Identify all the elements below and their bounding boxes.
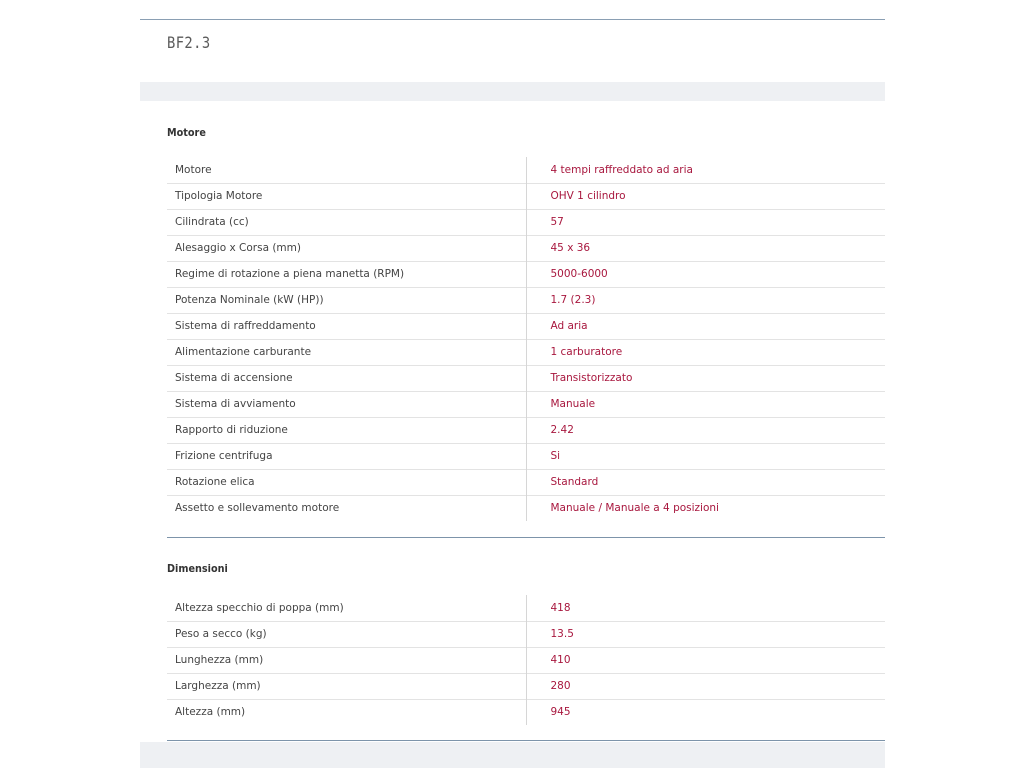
spec-label: Tipologia Motore xyxy=(167,183,526,209)
spec-value: Si xyxy=(550,450,561,462)
spec-value: Standard xyxy=(550,476,599,488)
spec-value: 280 xyxy=(550,680,571,692)
spec-label: Cilindrata (cc) xyxy=(167,209,526,235)
spec-value: 945 xyxy=(550,706,571,719)
table-row xyxy=(167,313,885,339)
spec-value: 45 x 36 xyxy=(550,242,591,254)
spec-label: Alimentazione carburante xyxy=(167,339,526,365)
spec-label: Assetto e sollevamento motore xyxy=(167,495,526,521)
spec-value: Manuale xyxy=(550,398,596,410)
table-row xyxy=(167,391,885,417)
spec-label: Potenza Nominale (kW (HP)) xyxy=(167,287,526,313)
spec-value: 418 xyxy=(550,601,571,614)
section-title-dimensions: Dimensioni xyxy=(167,562,228,575)
table-row xyxy=(167,157,885,183)
table-row xyxy=(167,261,885,287)
spec-label: Sistema di avviamento xyxy=(167,391,526,417)
table-row xyxy=(167,673,885,699)
spec-value: 2.42 xyxy=(550,424,574,436)
product-title: BF2.3 xyxy=(167,33,211,52)
spec-label: Frizione centrifuga xyxy=(167,443,526,469)
section-title-engine: Motore xyxy=(167,126,206,139)
footer-band xyxy=(140,742,885,768)
spec-value: 13.5 xyxy=(550,628,574,640)
table-row xyxy=(167,235,885,261)
spec-label: Sistema di raffreddamento xyxy=(167,313,526,339)
spec-label: Regime di rotazione a piena manetta (RPM) xyxy=(167,261,526,287)
table-row xyxy=(167,287,885,313)
spec-value: OHV 1 cilindro xyxy=(550,190,626,202)
section-divider xyxy=(167,740,885,741)
spec-label: Rotazione elica xyxy=(167,469,526,495)
dimensions-spec-table xyxy=(167,595,885,725)
spec-label: Motore xyxy=(167,157,526,183)
spec-label: Sistema di accensione xyxy=(167,365,526,391)
spec-value: Transistorizzato xyxy=(550,372,633,384)
spec-value: 1 carburatore xyxy=(550,346,623,358)
spec-page xyxy=(140,0,885,768)
section-divider xyxy=(167,537,885,538)
table-row xyxy=(167,443,885,469)
table-row xyxy=(167,621,885,647)
table-row xyxy=(167,339,885,365)
table-row xyxy=(167,417,885,443)
spec-value: 4 tempi raffreddato ad aria xyxy=(550,163,693,176)
table-row xyxy=(167,647,885,673)
table-row xyxy=(167,595,885,621)
spec-label: Altezza (mm) xyxy=(167,699,526,725)
header-band xyxy=(140,82,885,101)
table-row xyxy=(167,209,885,235)
spec-label: Alesaggio x Corsa (mm) xyxy=(167,235,526,261)
top-divider xyxy=(140,19,885,20)
spec-value: Manuale / Manuale a 4 posizioni xyxy=(550,502,719,515)
table-row xyxy=(167,365,885,391)
spec-label: Altezza specchio di poppa (mm) xyxy=(167,595,526,621)
spec-value: 410 xyxy=(550,654,571,666)
spec-label: Lunghezza (mm) xyxy=(167,647,526,673)
spec-label: Rapporto di riduzione xyxy=(167,417,526,443)
table-row xyxy=(167,699,885,725)
table-row xyxy=(167,469,885,495)
spec-value: 57 xyxy=(550,216,564,228)
spec-label: Peso a secco (kg) xyxy=(167,621,526,647)
table-row xyxy=(167,495,885,521)
engine-spec-table xyxy=(167,157,885,521)
table-row xyxy=(167,183,885,209)
spec-label: Larghezza (mm) xyxy=(167,673,526,699)
spec-value: 5000-6000 xyxy=(550,268,608,280)
spec-value: Ad aria xyxy=(550,320,588,332)
spec-value: 1.7 (2.3) xyxy=(550,294,596,306)
